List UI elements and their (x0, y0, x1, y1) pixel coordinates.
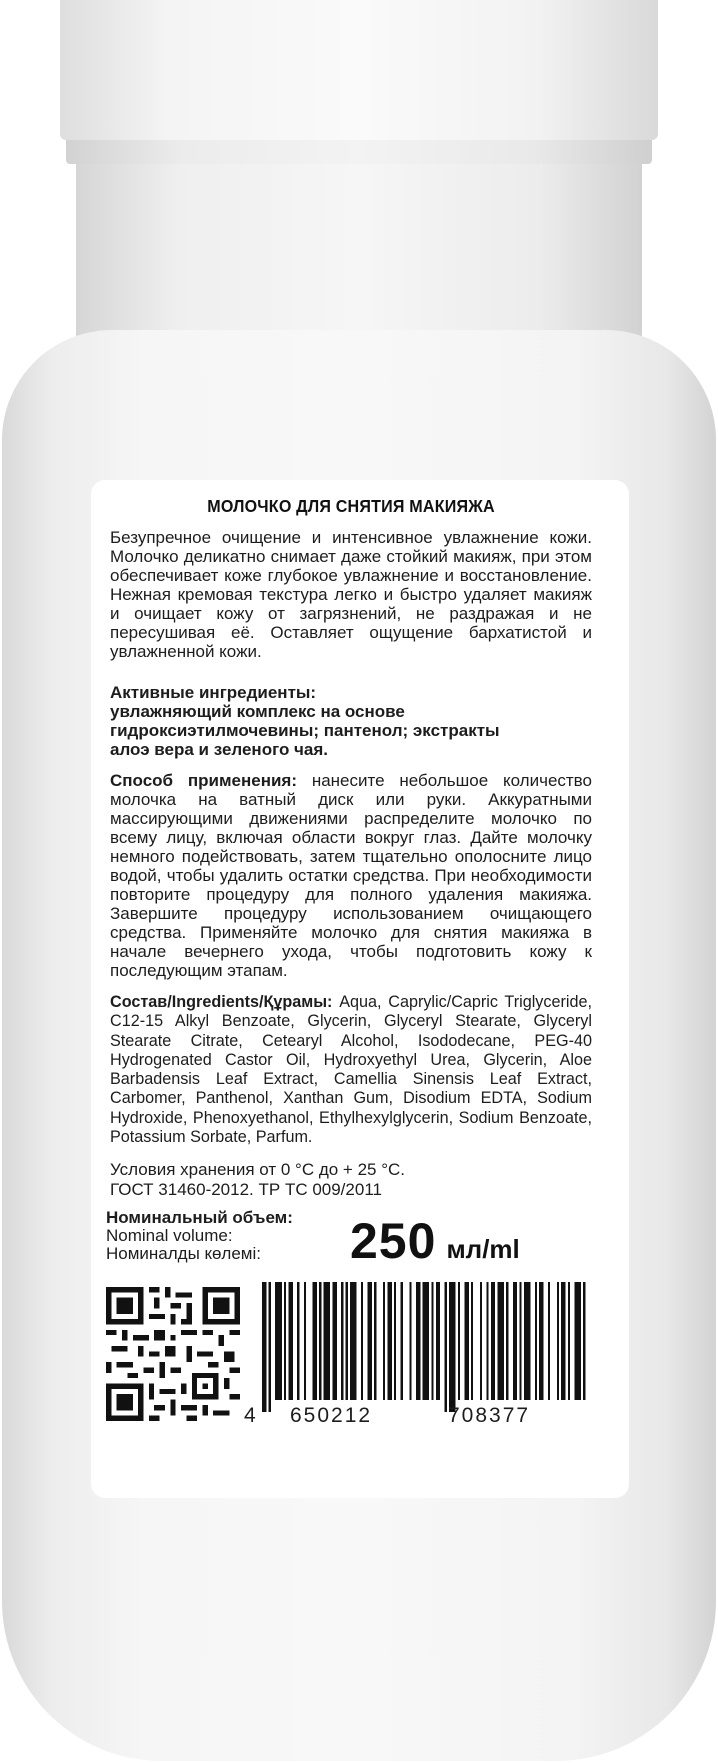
barcode-bar (535, 1282, 537, 1400)
barcode-bar (341, 1282, 343, 1400)
barcode-bar (431, 1282, 433, 1400)
barcode-bar (548, 1282, 550, 1400)
barcode-bar (574, 1282, 581, 1400)
ingredients-list (110, 993, 592, 1147)
volume-label-en: Nominal volume: (106, 1226, 233, 1245)
barcode-bar (568, 1282, 570, 1400)
active-ingredients-heading: Активные ингредиенты: (110, 683, 317, 702)
barcode-bar (409, 1282, 411, 1400)
barcode-bar (262, 1282, 266, 1412)
volume-label-ru: Номинальный объем: (106, 1208, 293, 1227)
product-title: МОЛОЧКО ДЛЯ СНЯТИЯ МАКИЯЖА (207, 496, 495, 516)
barcode-bar (480, 1282, 482, 1400)
barcode-bar (471, 1282, 473, 1400)
barcode-bar (288, 1282, 292, 1400)
bottle-cap-rim (66, 140, 652, 164)
barcode-bar (506, 1282, 508, 1400)
barcode-bar (284, 1282, 286, 1400)
barcode-bar (383, 1282, 385, 1400)
active-ingredients-line: гидроксиэтилмочевины; пантенол; экстракты (110, 721, 500, 740)
barcode-bar (361, 1282, 363, 1400)
standards: ГОСТ 31460-2012. ТР ТС 009/2011 (110, 1180, 382, 1199)
storage-info (110, 1160, 592, 1200)
barcode-bar (513, 1282, 517, 1400)
barcode-digits-right: 708377 (448, 1404, 531, 1427)
volume-value (350, 1212, 520, 1270)
barcode-bar (491, 1282, 495, 1400)
barcode-bar (269, 1282, 271, 1412)
barcode-bar (387, 1282, 391, 1400)
volume-unit: мл/ml (446, 1234, 520, 1264)
barcode-bar (374, 1282, 376, 1400)
bottle-cap (60, 0, 658, 140)
barcode-bar (524, 1282, 531, 1400)
usage-label: Способ применения: (110, 771, 298, 790)
barcode-bar (346, 1282, 348, 1400)
barcode-bar (449, 1282, 456, 1412)
active-ingredients-line: алоэ вера и зеленого чая. (110, 740, 329, 759)
barcode-bar (394, 1282, 396, 1400)
barcode-bar (445, 1282, 447, 1412)
bottle-neck (76, 164, 642, 344)
product-description: Безупречное очищение и интенсивное увлажнение кожи. Молочко деликатно снимает даже стойкий макияж, при этом обеспечивает коже глубокое увлажнение и восстановление. Нежная кремовая текстура легко и быстро удаляет макияж и очищает кожу от загрязнений, не раздражая и не пересушивая её. Оставляет ощущение бархатистой и увлажненной кожи. (110, 528, 592, 661)
barcode-bar (539, 1282, 543, 1400)
qr-code-icon (106, 1287, 240, 1421)
barcode-bar (423, 1282, 430, 1400)
barcode-icon (258, 1282, 588, 1412)
volume-labels (106, 1209, 293, 1263)
volume-label-kz: Номиналды көлемі: (106, 1244, 261, 1263)
usage-text: нанесите небольшое количество молочка на ватный диск или руки. Аккуратными массирующими движениями распределите молочко по всему лицу, включая области вокруг глаз. Дайте молочку немного подействовать, затем тщательно ополосните лицо водой, чтобы удалить остатки средства. При необходимости повторите процедуру для полного удаления макияжа. Завершите процедуру использованием очищающего средства. Применяйте молочко для снятия макияжа в начале вечернего ухода, чтобы подготовить кожу к последующим этапам. (110, 771, 592, 980)
barcode-bar (313, 1282, 317, 1400)
ingredients-label: Состав/Ingredients/Құрамы: (110, 993, 333, 1011)
storage-conditions: Условия хранения от 0 °С до + 25 °С. (110, 1160, 405, 1179)
active-ingredients (110, 683, 592, 759)
barcode-bar (583, 1282, 585, 1400)
barcode-bar (368, 1282, 372, 1400)
barcode-bar (458, 1282, 460, 1400)
barcode-bar (319, 1282, 321, 1400)
barcode-digit-first: 4 (244, 1404, 258, 1427)
usage-instructions (110, 771, 592, 980)
barcode-bar (401, 1282, 403, 1400)
barcode-bar (436, 1282, 440, 1400)
barcode-bar (497, 1282, 504, 1400)
ingredients-text: Aqua, Caprylic/Capric Triglyceride, C12-15 Alkyl Benzoate, Glycerin, Glyceryl Stearate, Glyceryl Stearate Citrate, Cetearyl Alcohol, Isododecane, PEG-40 Hydrogenated Castor Oil, Hydroxyethyl Urea, Glycerin, Aloe Barbadensis Leaf Extract, Camellia Sinensis Leaf Extract, Carbomer, Panthenol, Xanthan Gum, Disodium EDTA, Sodium Hydroxide, Phenoxyethanol, Ethylhexylglycerin, Sodium Benzoate, Potassium Sorbate, Parfum. (110, 993, 592, 1147)
barcode-bar (324, 1282, 331, 1400)
barcode-bar (297, 1282, 299, 1400)
barcode-bar (561, 1282, 565, 1400)
barcode-bar (464, 1282, 468, 1400)
barcode-bar (519, 1282, 521, 1400)
volume-number: 250 (350, 1213, 437, 1269)
barcode-bar (304, 1282, 306, 1400)
barcode-digits-left: 650212 (290, 1404, 373, 1427)
active-ingredients-line: увлажняющий комплекс на основе (110, 702, 405, 721)
barcode-bar (350, 1282, 357, 1400)
barcode-bar (275, 1282, 282, 1400)
barcode-bar (557, 1282, 559, 1400)
barcode-bar (486, 1282, 488, 1400)
barcode-bar (416, 1282, 420, 1400)
barcode-bar (332, 1282, 336, 1400)
